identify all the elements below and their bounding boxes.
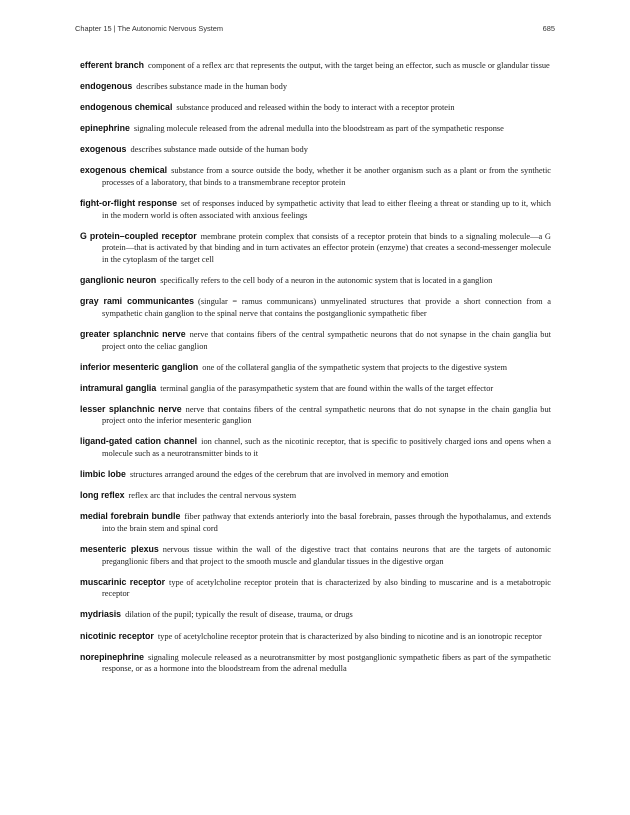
glossary-definition: ion channel, such as the nicotinic receptor, that is specific to positively charged ions and opens when a molecule such as a neurotransmitter binds to it: [102, 437, 551, 459]
glossary-definition: structures arranged around the edges of the cerebrum that are involved in memory and emotion: [129, 470, 449, 480]
glossary-term: G protein–coupled receptor: [80, 230, 197, 241]
glossary-definition: nervous tissue within the wall of the digestive tract that contains neurons that are the targets of autonomic preganglionic fibers and that project to the smooth muscle and glandular tissues in the digestive organ: [102, 545, 551, 566]
glossary-definition: fiber pathway that extends anteriorly into the basal forebrain, passes through the hypothalamus, and extends into the brain stem and spinal cord: [102, 512, 551, 533]
glossary-definition: specifically refers to the cell body of a neuron in the autonomic system that is located in a ganglion: [160, 276, 493, 286]
glossary-term: limbic lobe: [80, 469, 126, 480]
glossary-term: mesenteric plexus: [80, 544, 159, 555]
glossary-term: epinephrine: [80, 123, 130, 134]
glossary-entry: [80, 577, 551, 600]
glossary-term: gray rami communicantes: [80, 296, 195, 307]
glossary-definition: describes substance made outside of the human body: [130, 145, 308, 155]
glossary-term: ganglionic neuron: [80, 275, 157, 286]
glossary-entry: [80, 511, 551, 534]
glossary-entry: [80, 490, 551, 502]
glossary-term: exogenous: [80, 144, 127, 155]
chapter-title: Chapter 15 | The Autonomic Nervous System: [75, 24, 224, 33]
glossary-term: lesser splanchnic nerve: [80, 403, 182, 414]
glossary-term: fight-or-flight response: [80, 198, 178, 209]
glossary-term: endogenous: [80, 81, 133, 92]
glossary-term: mydriasis: [80, 609, 122, 620]
glossary-entry: [80, 362, 551, 374]
glossary-entry: [80, 81, 551, 93]
glossary-term: intramural ganglia: [80, 382, 157, 393]
glossary-entry: [80, 609, 551, 621]
glossary-entry: [80, 198, 551, 221]
glossary-definition: signaling molecule released from the adrenal medulla into the bloodstream as part of the sympathetic response: [133, 124, 504, 134]
glossary-definition: describes substance made in the human body: [136, 82, 288, 92]
glossary-entry: [80, 436, 551, 459]
glossary-definition: nerve that contains fibers of the central sympathetic neurons that do not synapse in the chain ganglia but project onto the celiac ganglion: [102, 329, 551, 351]
glossary-definition: type of acetylcholine receptor protein that is characterized by also binding to nicotine and is an ionotropic receptor: [157, 631, 542, 641]
glossary-term: muscarinic receptor: [80, 576, 166, 587]
glossary-term: greater splanchnic nerve: [80, 328, 186, 339]
glossary-term: ligand-gated cation channel: [80, 436, 198, 447]
glossary-entry: [80, 296, 551, 319]
glossary-entry: [80, 631, 551, 643]
glossary-entry: [80, 383, 551, 395]
glossary-definition: signaling molecule released as a neurotransmitter by most postganglionic sympathetic fibers as part of the sympathetic response, or as a hormone into the bloodstream from the adrenal medulla: [102, 652, 551, 674]
glossary-term: medial forebrain bundle: [80, 511, 181, 522]
glossary-definition: set of responses induced by sympathetic activity that lead to either fleeing a threat or standing up to it, which in the modern world is often associated with anxious feelings: [102, 199, 551, 220]
glossary-definition: reflex arc that includes the central nervous system: [128, 491, 297, 501]
glossary-entry: [80, 652, 551, 675]
glossary-entry: [80, 544, 551, 567]
glossary-entry: [80, 404, 551, 427]
glossary-definition: dilation of the pupil; typically the result of disease, trauma, or drugs: [125, 610, 353, 620]
glossary-list: [80, 60, 551, 684]
glossary-definition: substance from a source outside the body, whether it be another organism such as a plant or from the synthetic processes of a laboratory, that binds to a transmembrane receptor protein: [102, 166, 551, 188]
glossary-definition: terminal ganglia of the parasympathetic system that are found within the walls of the target effector: [160, 383, 494, 393]
page-number: 685: [542, 24, 555, 33]
glossary-definition: substance produced and released within the body to interact with a receptor protein: [176, 103, 455, 113]
glossary-entry: [80, 275, 551, 287]
glossary-term: endogenous chemical: [80, 102, 173, 113]
glossary-definition: type of acetylcholine receptor protein that is characterized by also binding to muscarine and is a metabotropic receptor: [102, 577, 551, 599]
glossary-entry: [80, 60, 551, 72]
glossary-entry: [80, 469, 551, 481]
glossary-entry: [80, 329, 551, 352]
glossary-term: norepinephrine: [80, 651, 145, 662]
glossary-entry: [80, 123, 551, 135]
glossary-term: exogenous chemical: [80, 165, 168, 176]
glossary-definition: membrane protein complex that consists of a receptor protein that binds to a signaling molecule—a G protein—that is activated by that binding and in turn activates an effector protein (enzyme) that creates a second-messenger molecule in the cytoplasm of the target cell: [102, 231, 551, 265]
glossary-term: long reflex: [80, 490, 125, 501]
glossary-definition: (singular = ramus communicans) unmyelinated structures that provide a short connection from a sympathetic chain ganglion to the spinal nerve that contains the postganglionic sympathetic fiber: [102, 297, 551, 318]
glossary-term: inferior mesenteric ganglion: [80, 361, 199, 372]
glossary-entry: [80, 102, 551, 114]
glossary-definition: one of the collateral ganglia of the sympathetic system that projects to the digestive system: [202, 362, 507, 372]
glossary-entry: [80, 165, 551, 188]
glossary-term: nicotinic receptor: [80, 630, 154, 641]
glossary-term: efferent branch: [80, 60, 145, 70]
glossary-entry: [80, 231, 551, 266]
glossary-entry: [80, 144, 551, 156]
glossary-definition: nerve that contains fibers of the central sympathetic neurons that do not synapse in the chain ganglia but project onto the inferior mesenteric ganglion: [102, 404, 551, 426]
glossary-definition: component of a reflex arc that represents the output, with the target being an effector, such as muscle or glandular tissue: [148, 61, 550, 70]
